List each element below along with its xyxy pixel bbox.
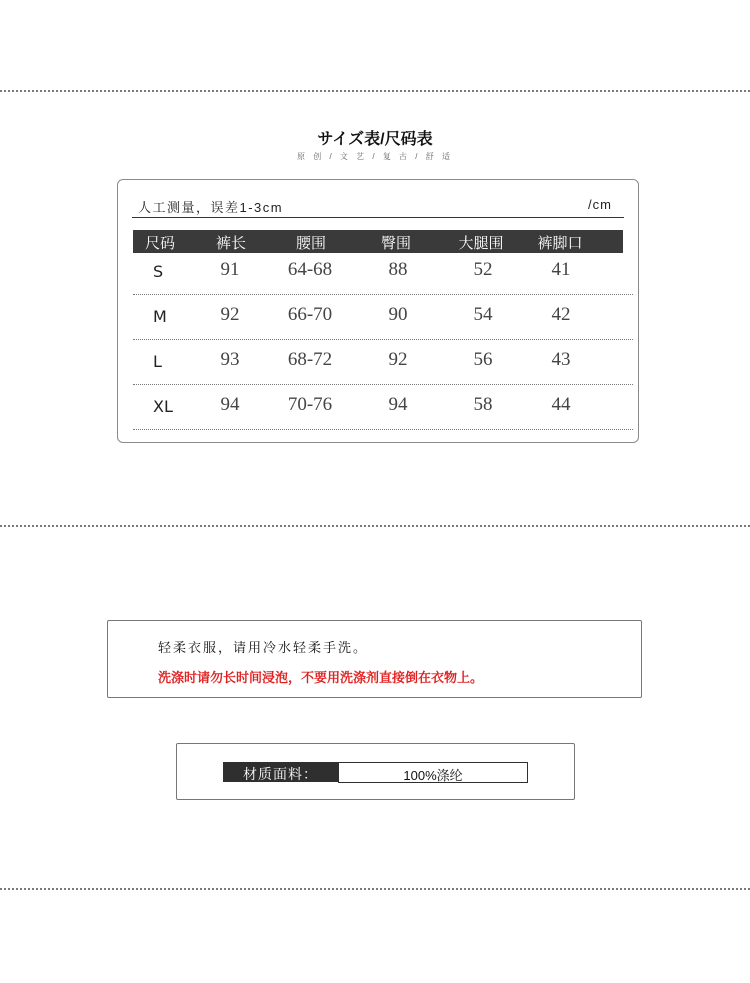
cell-leg-opening: 44: [551, 394, 571, 415]
cell-waist: 70-76: [287, 394, 333, 415]
cell-size: M: [153, 307, 167, 326]
unit-label: /cm: [588, 197, 612, 212]
divider-bottom: [0, 888, 750, 890]
page-subtitle: 原 创 / 文 艺 / 复 古 / 舒 适: [297, 152, 453, 161]
cell-size: L: [153, 352, 162, 371]
material-card: [176, 743, 575, 800]
col-header-length: 裤长: [215, 235, 246, 252]
row-divider: [133, 294, 633, 295]
cell-waist: 66-70: [287, 304, 333, 325]
note-divider: [132, 217, 624, 218]
col-header-leg-opening: 裤脚口: [537, 235, 583, 252]
wash-warning: 洗涤时请勿长时间浸泡，不要用洗涤剂直接倒在衣物上。: [158, 670, 484, 685]
table-row: [133, 390, 623, 430]
divider-top: [0, 90, 750, 92]
cell-length: 94: [220, 394, 240, 415]
cell-size: XL: [153, 397, 173, 416]
cell-hip: 90: [388, 304, 408, 325]
page-title: サイズ表/尺码表: [317, 131, 433, 148]
table-row: [133, 255, 623, 295]
wash-instructions-card: [107, 620, 642, 698]
col-header-thigh: 大腿围: [458, 235, 504, 252]
table-row: [133, 345, 623, 385]
cell-length: 93: [220, 349, 240, 370]
material-label: 材质面料：: [243, 766, 318, 782]
row-divider: [133, 384, 633, 385]
material-label-box: [223, 762, 338, 782]
table-row: [133, 300, 623, 340]
material-value-box: [338, 762, 528, 783]
cell-hip: 92: [388, 349, 408, 370]
cell-hip: 88: [388, 259, 408, 280]
cell-hip: 94: [388, 394, 408, 415]
col-header-size: 尺码: [144, 235, 175, 252]
col-header-waist: 腰围: [295, 235, 326, 252]
cell-length: 91: [220, 259, 240, 280]
measurement-note: 人工测量，误差1-3cm: [138, 200, 284, 215]
cell-leg-opening: 43: [551, 349, 571, 370]
cell-thigh: 56: [473, 349, 493, 370]
row-divider: [133, 429, 633, 430]
cell-thigh: 52: [473, 259, 493, 280]
size-chart-card: [117, 179, 639, 443]
wash-instruction: 轻柔衣服，请用冷水轻柔手洗。: [158, 640, 369, 655]
cell-waist: 64-68: [287, 259, 333, 280]
cell-leg-opening: 42: [551, 304, 571, 325]
cell-thigh: 58: [473, 394, 493, 415]
cell-thigh: 54: [473, 304, 493, 325]
col-header-hip: 臀围: [380, 235, 411, 252]
cell-size: S: [153, 262, 164, 281]
table-header: [133, 230, 623, 253]
row-divider: [133, 339, 633, 340]
cell-waist: 68-72: [287, 349, 333, 370]
cell-leg-opening: 41: [551, 259, 571, 280]
material-value: 100%涤纶: [403, 768, 463, 783]
divider-middle: [0, 525, 750, 527]
cell-length: 92: [220, 304, 240, 325]
